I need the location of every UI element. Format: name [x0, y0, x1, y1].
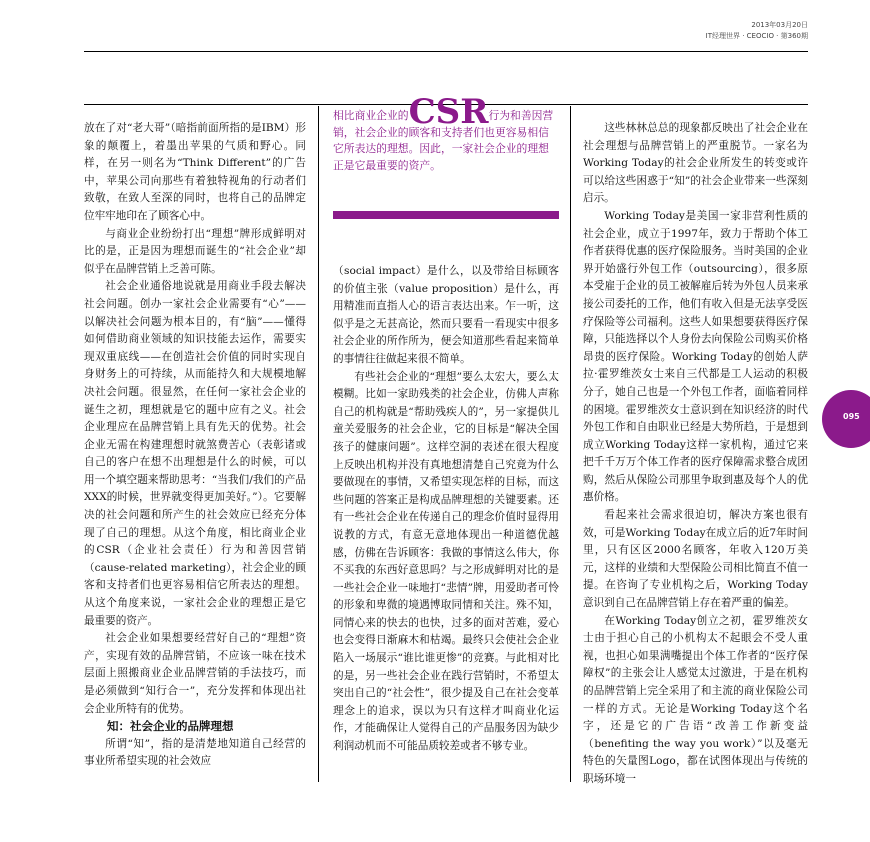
header-rule [84, 51, 808, 52]
paragraph: Working Today是美国一家非营利性质的社会企业，成立于1997年，致力于帮助个体工作者获得优惠的医疗保险服务。当时美国的企业界开始盛行外包工作（outsourcing），很多原本受雇于企业的员工被解雇后转为外包人员来承接公司委托的工作，他们有收入但是无法享受医疗保险等公司福利。这些人如果想要获得医疗保障，只能选择以个人身份去向保险公司购买价格昂贵的医疗保险。Working Today的创始人萨拉·霍罗维茨女士来自三代都是工人运动的积极分子，她自己也是一个外包工作者，面临着同样的困境。霍罗维茨女士意识到在知识经济的时代外包工作和自由职业已经是大势所趋，于是想到成立Working Today这样一家机构，通过它来把千千万万个体工作者的医疗保障需求整合成团购，然后从保险公司那里争取到惠及每个人的优惠价格。 [583, 209, 808, 504]
pull-quote-emphasis: CSR [408, 92, 489, 132]
article-column-2 [333, 263, 559, 793]
pull-quote [333, 92, 559, 174]
paragraph: 社会企业通俗地说就是用商业手段去解决社会问题。创办一家社会企业需要有“心”——以解决社会问题为根本目的，有“脑”——懂得如何借助商业领域的知识技能去运作，需要实现双重底线——在创造社会价值的同时实现自身财务上的可持续，从而能持久和大规模地解决社会问题。很显然，在任何一家社会企业的诞生之初，理想就是它的题中应有之义。社会企业理应在品牌营销上具有先天的优势。社会企业无需在构建理想时就煞费苦心（表彰诸或自己的客户在想不出理想是什么的时候，可以用一个填空题来帮助思考：“当我们/我们的产品XXX的时候，世界就变得更加美好。”）。它要解决的社会问题和所产生的社会效应已经充分体现了自己的理想。从这个角度，相比商业企业的CSR（企业社会责任）行为和善因营销（cause-related marketing），社会企业的顾客和支持者们也更容易相信它所表达的理想。从这个角度来说，一家社会企业的理想正是它最重要的资产。 [84, 280, 306, 627]
article-column-1 [84, 120, 306, 792]
paragraph: 与商业企业纷纷打出“理想”牌形成鲜明对比的是，正是因为理想而诞生的“社会企业”却似乎在品牌营销上乏善可陈。 [84, 227, 306, 275]
article-column-3 [583, 120, 808, 792]
paragraph: 在Working Today创立之初，霍罗维茨女士由于担心自己的小机构太不起眼会不受人重视，也担心如果满嘴提出个体工作者的“医疗保障权”的主张会让人感觉太过激进，于是在机构的品牌营销上完全采用了和主流的商业保险公司一样的方式。无论是Working Today这个名字，还是它的广告语“改善工作新变益（benefiting the way you work）”以及毫无特色的矢量图Logo，都在试图体现出与传统的职场环境一 [583, 614, 808, 785]
paragraph: 有些社会企业的“理想”要么太宏大，要么太模糊。比如一家助残类的社会企业，仿佛人声称自己的机构就是“帮助残疾人的”，另一家提供儿童关爱服务的社会企业，它的目标是“解决全国孩子的健康问题”。这样空洞的表述在很大程度上反映出机构并没有真地想清楚自己究竟为什么要做现在的事情，又希望实现怎样的目标，而这些问题的答案正是构成品牌理想的关键要素。还有一些社会企业在传递自己的理念价值时显得用说教的方式，有意无意地体现出一种道德优越感，仿佛在告诉顾客：我做的事情这么伟大，你不买我的东西好意思吗？与之形成鲜明对比的是一些社会企业一味地打“悲情”牌，用爱助者可怜的形象和卑微的境遇博取同情和关注。殊不知，同情心来的快去的也快，过多的面对苦难，爱心也会变得日渐麻木和枯竭。最终只会使社会企业陷入一场展示“谁比谁更惨”的竞赛。与此相对比的是，另一些社会企业在践行营销时，不希望太突出自己的“社会性”，很少提及自己在社会变革理念上的追求，误以为只有这样才叫商业化运作，才能确保让人觉得自己的产品服务因为缺少利润动机而不可能品质较差或者不够专业。 [333, 370, 559, 753]
paragraph: 看起来社会需求很迫切，解决方案也很有效，可是Working Today在成立后的近7年时间里，只有区区2000名顾客，年收入120万美元，这样的业绩和大型保险公司相比简直不值一提。在咨询了专业机构之后，Working Today意识到自己在品牌营销上存在着严重的偏差。 [583, 509, 808, 610]
page-number: 095 [843, 412, 860, 421]
pull-quote-bar [333, 211, 559, 219]
paragraph: 这些林林总总的现象都反映出了社会企业在社会理想与品牌营销上的严重脱节。一家名为Working Today的社会企业所发生的转变或许可以给这些困惑于“知”的社会企业带来一些深刻启示。 [583, 122, 808, 205]
pull-quote-text: 行为和善因营销，社会企业的顾客和支持者们也更容易相信它所表达的理想。因此，一家社会企业的理想正是它最重要的资产。 [333, 109, 554, 172]
paragraph: （social impact）是什么，以及带给目标顾客的价值主张（value proposition）是什么，再用精准而直指人心的语言表达出来。乍一听，这似乎是之无甚高论，然而只要看一看现实中很多社会企业的所作所为，便会知道那些看起来简单的事情往往做起来很不简单。 [333, 265, 559, 365]
pull-quote-lead: 相比商业企业的 [333, 109, 409, 122]
paragraph: 放在了对“老大哥”（暗指前面所指的是IBM）形象的颠覆上，着墨出苹果的气质和野心。同样，在另一则名为“Think Different”的广告中，苹果公司向那些有着独特视角的行动者们致敬，在致人至深的同时，也将自己的品牌定位牢牢地印在了顾客心中。 [84, 122, 306, 222]
publication-line: IT经理世界 · CEOCIO · 第360期 [705, 32, 808, 40]
column-divider-1 [318, 106, 319, 782]
paragraph: 社会企业如果想要经营好自己的“理想”资产，实现有效的品牌营销，不应该一味在技术层面上照搬商业企业品牌营销的手法技巧，而是必须做到“知行合一”，充分发挥和体现出社会企业所特有的优势。 [84, 632, 306, 715]
section-subhead: 知：社会企业的品牌理想 [107, 719, 234, 734]
paragraph: 所谓“知”，指的是清楚地知道自己经营的事业所希望实现的社会效应 [84, 737, 306, 768]
issue-date: 2013年03月20日 [751, 21, 808, 29]
column-divider-2 [570, 106, 571, 782]
